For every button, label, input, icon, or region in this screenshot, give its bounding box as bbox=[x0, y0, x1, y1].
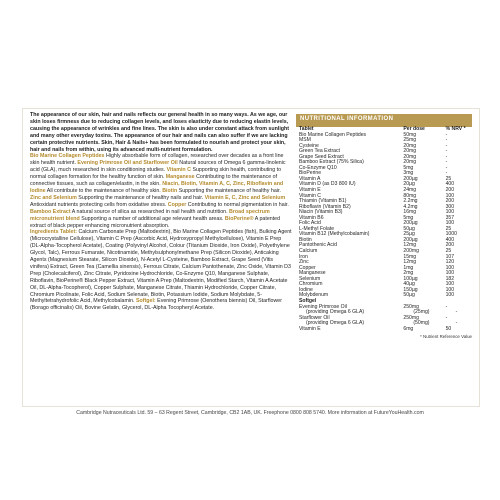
nutrient-amount: 200µg bbox=[403, 236, 418, 243]
nutrient-name: Riboflavin (Vitamin B2) bbox=[299, 203, 351, 210]
nutrient-name: Vitamin B12 (Methylcobalamin) bbox=[299, 231, 370, 238]
nutrient-nrv: - bbox=[445, 314, 448, 321]
nutrient-name: L-Methyl Folate bbox=[299, 225, 335, 232]
nutrient-amount: 20mg bbox=[403, 159, 417, 166]
ingredients-softgel-text: Evening Primrose (Oenothera biennis) Oil, Starflower (Borago officinalis) Oil, Bovine Gelatin, Glycerol, DL-Alpha Tocopheryl Acetate. bbox=[30, 298, 282, 312]
benefit-heading: Zinc and Selenium bbox=[30, 194, 77, 201]
nutrient-name: Evening Primrose Oil bbox=[299, 303, 347, 310]
nutrient-name: Folic Acid bbox=[299, 220, 321, 227]
tablet-header: Tablet bbox=[299, 126, 314, 132]
nutrient-name: Copper bbox=[299, 264, 316, 271]
bottom-background bbox=[0, 425, 500, 500]
nutrient-amount: 20mg bbox=[403, 142, 417, 149]
nutrient-name: Grape Seed Extract bbox=[299, 153, 344, 160]
benefit-text: Highly absorbable form of collagen, researched over decades as a front line skin health nutrient. bbox=[30, 153, 284, 167]
nutrient-nrv: 100 bbox=[445, 264, 455, 271]
nutrient-amount: 150µg bbox=[403, 286, 418, 293]
nutrient-amount: 5mg bbox=[403, 164, 414, 171]
nutrient-nrv: 400 bbox=[445, 236, 455, 243]
nutrient-amount: 50mg bbox=[403, 131, 417, 138]
benefit-text: A natural source of silica as researched in nail health and nutrition. bbox=[70, 208, 230, 215]
benefit-heading: BioPerine® bbox=[224, 215, 254, 222]
ingredients-paragraph bbox=[30, 229, 292, 312]
nutrient-amount: 50µg bbox=[403, 292, 415, 299]
nutrient-nrv: 100 bbox=[445, 286, 455, 293]
nutrient-amount: (25mg) bbox=[413, 309, 430, 316]
per-dose-header: Per dose bbox=[403, 126, 425, 132]
ingredients-softgel-label: Softgel: bbox=[135, 298, 156, 305]
benefit-heading: Bamboo Extract bbox=[30, 208, 71, 215]
nutrient-name: Chromium bbox=[299, 281, 323, 288]
nutrient-amount: 25µg bbox=[403, 231, 415, 238]
nrv-footnote: * Nutrient Reference Value bbox=[420, 334, 472, 340]
benefit-text: Natural sources of Omega 6 gamma-linolenic acid (GLA), much researched in skin conditioning studies. bbox=[30, 160, 286, 174]
nutrient-name: Pantothenic Acid bbox=[299, 242, 337, 249]
description-column bbox=[30, 112, 292, 312]
nutrient-amount: 40µg bbox=[403, 281, 415, 288]
nutrient-name: Starflower Oil bbox=[299, 314, 330, 321]
company-footer: Cambridge Nutraceuticals Ltd. 59 – 63 Regent Street, Cambridge, CB2 1AB, UK. Freephone 0800 808 5740. More information at FutureYouHealth.com bbox=[76, 410, 424, 416]
benefit-text: A patented extract of black pepper enhancing micronutrient absorption. bbox=[30, 215, 281, 229]
nutrient-nrv: 25 bbox=[445, 225, 452, 232]
nutrient-amount: 2.2mg bbox=[403, 198, 418, 205]
nutrient-amount: 50µg bbox=[403, 225, 415, 232]
benefit-text: Contributing to the maintenance of connective tissues, such as collagen/elastin, in the skin. bbox=[30, 174, 278, 188]
nutrient-amount: 12mg bbox=[403, 242, 417, 249]
nutrient-name: Vitamin E bbox=[299, 325, 321, 332]
benefit-heading: Copper bbox=[167, 201, 187, 208]
nutrient-nrv: - bbox=[445, 142, 448, 149]
nutrient-nrv: - bbox=[445, 153, 448, 160]
nutrient-amount: 16mg bbox=[403, 209, 417, 216]
nutrient-nrv: 100 bbox=[445, 281, 455, 288]
nutrient-name: Co-Enzyme Q10 bbox=[299, 164, 337, 171]
nutrient-nrv: - bbox=[445, 137, 448, 144]
nutrient-amount: 6mg bbox=[403, 325, 414, 332]
benefit-text: Supporting the maintenance of healthy hair. bbox=[177, 187, 281, 194]
nutrient-nrv: 200 bbox=[445, 242, 455, 249]
tablet-rows bbox=[296, 133, 472, 299]
benefit-heading: Evening Primrose Oil and Starflower Oil bbox=[77, 160, 178, 167]
nutrient-nrv: - bbox=[445, 131, 448, 138]
nutrient-nrv: - bbox=[445, 303, 448, 310]
nutrient-amount: 3mg bbox=[403, 170, 414, 177]
nutrient-name: Zinc bbox=[299, 259, 309, 266]
nutrient-amount: 100µg bbox=[403, 275, 418, 282]
nutrient-name: Bamboo Extract (75% Silica) bbox=[299, 159, 364, 166]
benefit-heading: Manganese bbox=[165, 174, 195, 181]
nutritional-info-title: NUTRITIONAL INFORMATION bbox=[296, 114, 472, 127]
nutrient-nrv: 200 bbox=[445, 198, 455, 205]
nutrient-name: Vitamin D (as D3 800 IU) bbox=[299, 181, 356, 188]
nutrient-name: Calcium bbox=[299, 248, 318, 255]
nutrient-nrv: - bbox=[445, 164, 448, 171]
nrv-header: % NRV * bbox=[445, 126, 466, 132]
ingredients-tablet-label: Ingredients Tablet: bbox=[30, 229, 77, 236]
nutrient-name: Molybdenum bbox=[299, 292, 329, 299]
nutrient-amount: 15mg bbox=[403, 253, 417, 260]
nutrient-amount: 4.2mg bbox=[403, 203, 418, 210]
nutrient-amount: 12mg bbox=[403, 259, 417, 266]
nutrient-nrv: 357 bbox=[445, 214, 455, 221]
benefits-paragraph bbox=[30, 153, 292, 229]
nutrient-nrv: 50 bbox=[445, 325, 452, 332]
nutrient-nrv: 100 bbox=[445, 192, 455, 199]
nutrient-name: Vitamin C bbox=[299, 192, 321, 199]
nutrient-name: Biotin bbox=[299, 236, 312, 243]
nutrient-name: Iodine bbox=[299, 286, 313, 293]
nutrient-amount: 80mg bbox=[403, 192, 417, 199]
benefit-text: Supporting a number of additional age relevant health areas. bbox=[79, 215, 225, 222]
nutrient-amount: 5mg bbox=[403, 214, 414, 221]
nutrient-name: Vitamin B6 bbox=[299, 214, 324, 221]
nutrient-name: Selenium bbox=[299, 275, 321, 282]
nutrient-amount: 20µg bbox=[403, 181, 415, 188]
nutrient-nrv: 1000 bbox=[445, 231, 457, 238]
benefit-heading: Vitamin E, C, Zinc and Selenium bbox=[204, 194, 286, 201]
nutrient-nrv: 120 bbox=[445, 259, 455, 266]
nutrient-nrv: - bbox=[445, 148, 448, 155]
nutrient-name: MSM bbox=[299, 137, 311, 144]
nutrient-nrv: - bbox=[445, 170, 448, 177]
nutrient-nrv: 107 bbox=[445, 253, 455, 260]
benefit-heading: Niacin, Biotin, Vitamin A, C, Zinc, Riboflavin and Iodine bbox=[30, 181, 284, 194]
nutrient-nrv: 100 bbox=[445, 292, 455, 299]
nutrient-amount: 25mg bbox=[403, 137, 417, 144]
intro-paragraph: The appearance of our skin, hair and nails reflects our general health in so many ways. As we age, our skin loses firmness due to reducing collagen levels, and loses elasticity due to reducing elastin levels, causing the appearance of wrinkles and fine lines. The skin is also under constant attack from sunlight and many other everyday toxins. The appearance of our hair and nails can also suffer if we are lacking certain protective nutrients. Skin, Hair & Nails+ has been formulated to nourish and protect your skin, hair and nails from within, using its advanced multi-nutrient formulation. bbox=[30, 112, 290, 153]
nutrient-amount: 20mg bbox=[403, 148, 417, 155]
nutrient-amount: 1mg bbox=[403, 264, 414, 271]
ingredients-tablet-text: Calcium Carbonate Prep (Maltodextrin), Bio Marine Collagen Peptides (fish), Bulking Agent (Microcrystalline Cellulose), Vitamin C Prep (Ascorbic Acid, Hydroxypropyl Methylcellulose), Vitamin E Prep (DL-Alpha-Tocopherol Acetate), Coating (Polyvinyl Alcohol, Colour (Titanium Dioxide, Iron Oxide), Polyethylene Glycol, Talc), Ferrous Fumarate, Nicotinamide, Methylsulphonylmethane Prep (Silicon Dioxide), Anticaking Agents (Magnesium Stearate, Silicon Dioxide), N-Acetyl L-Cysteine, Bamboo Extract, Grape Seed (Vitis vinifera) Extract, Green Tea (Camellia sinensis), Ferrous Citrate, Calcium Pantothenate, Zinc Oxide, Vitamin D3 Prep (Cholecalciferol), Zinc Citrate, Pyridoxine Hydrochloride, Co-Enzyme Q10, Manganese Sulphate, Riboflavin, BioPerine® Black Pepper Extract, Vitamin A Prep (Maltodextrin, Modified Starch, Vitamin A Acetate Oil, DL-Alpha-Tocopherol), Copper Sulphate, Manganese Citrate, Thiamin Hydrochloride, Copper Citrate, Chromium Picolinate, Folic Acid, Sodium Selenate, Biotin, Potassium Iodide, Sodium Molybdate, 5-Methyltetrahydrofolic Acid, Methylcobalamin. bbox=[30, 229, 292, 305]
nutrient-name: Vitamin A bbox=[299, 175, 321, 182]
nutrient-amount: 2mg bbox=[403, 270, 414, 277]
nutrient-name: Thiamin (Vitamin B1) bbox=[299, 198, 347, 205]
nutrient-nrv: 300 bbox=[445, 203, 455, 210]
nutrient-nrv: 200 bbox=[445, 187, 455, 194]
benefit-text: Antioxidant nutrients protecting cells from oxidative stress. bbox=[30, 201, 168, 208]
nutrient-name: Green Tea Extract bbox=[299, 148, 340, 155]
benefit-heading: Biotin bbox=[162, 187, 178, 194]
nutrient-name: Iron bbox=[299, 253, 308, 260]
nutrient-amount: (50mg) bbox=[413, 320, 430, 327]
nutrient-amount: 24mg bbox=[403, 187, 417, 194]
nutrient-name: (providing Omega 6 GLA) bbox=[306, 309, 365, 316]
nutrient-nrv: - bbox=[455, 320, 458, 327]
nutrient-amount: 200mg bbox=[403, 248, 419, 255]
nutrient-amount: 200µg bbox=[403, 175, 418, 182]
nutrient-name: Bio Marine Collagen Peptides bbox=[299, 131, 367, 138]
nutrient-nrv: 25 bbox=[445, 175, 452, 182]
nutrient-nrv: - bbox=[445, 159, 448, 166]
nutrient-nrv: 100 bbox=[445, 209, 455, 216]
softgel-header: Softgel bbox=[299, 297, 317, 304]
nutrient-name: BioPerine bbox=[299, 170, 322, 177]
nutrient-amount: 250mg bbox=[403, 303, 419, 310]
benefit-heading: Broad spectrum micronutrient blend bbox=[30, 208, 270, 222]
nutrient-nrv: 100 bbox=[445, 270, 455, 277]
nutrient-amount: 200µg bbox=[403, 220, 418, 227]
benefit-text: All contribute to the maintenance of healthy skin. bbox=[45, 187, 163, 194]
nutrient-name: Niacin (Vitamin B3) bbox=[299, 209, 343, 216]
nutrient-nrv: 182 bbox=[445, 275, 455, 282]
nutrient-nrv: 100 bbox=[445, 220, 455, 227]
nutrient-name: Vitamin E bbox=[299, 187, 321, 194]
benefit-heading: Bio Marine Collagen Peptides bbox=[30, 153, 105, 160]
nutrient-nrv: 25 bbox=[445, 248, 452, 255]
nutrient-amount: 250mg bbox=[403, 314, 419, 321]
nutrient-name: Manganese bbox=[299, 270, 326, 277]
top-background bbox=[0, 0, 500, 105]
nutrient-row bbox=[296, 327, 472, 333]
nutrient-name: (providing Omega 6 GLA) bbox=[306, 320, 365, 327]
benefit-text: Contributing to normal pigmentation in hair. bbox=[186, 201, 289, 208]
nutrition-table bbox=[296, 127, 472, 332]
softgel-rows bbox=[296, 305, 472, 333]
benefit-heading: Vitamin C bbox=[166, 167, 191, 174]
nutrient-amount: 20mg bbox=[403, 153, 417, 160]
nutrient-nrv: - bbox=[455, 309, 458, 316]
nutrient-name: Cysteine bbox=[299, 142, 319, 149]
benefit-text: Supporting the maintenance of healthy nails and hair. bbox=[76, 194, 205, 201]
nutritional-info-column bbox=[296, 114, 472, 339]
nutrient-nrv: 400 bbox=[445, 181, 455, 188]
benefit-text: Supporting skin health, contributing to normal collagen formation for the healthy function of skin. bbox=[30, 167, 282, 181]
